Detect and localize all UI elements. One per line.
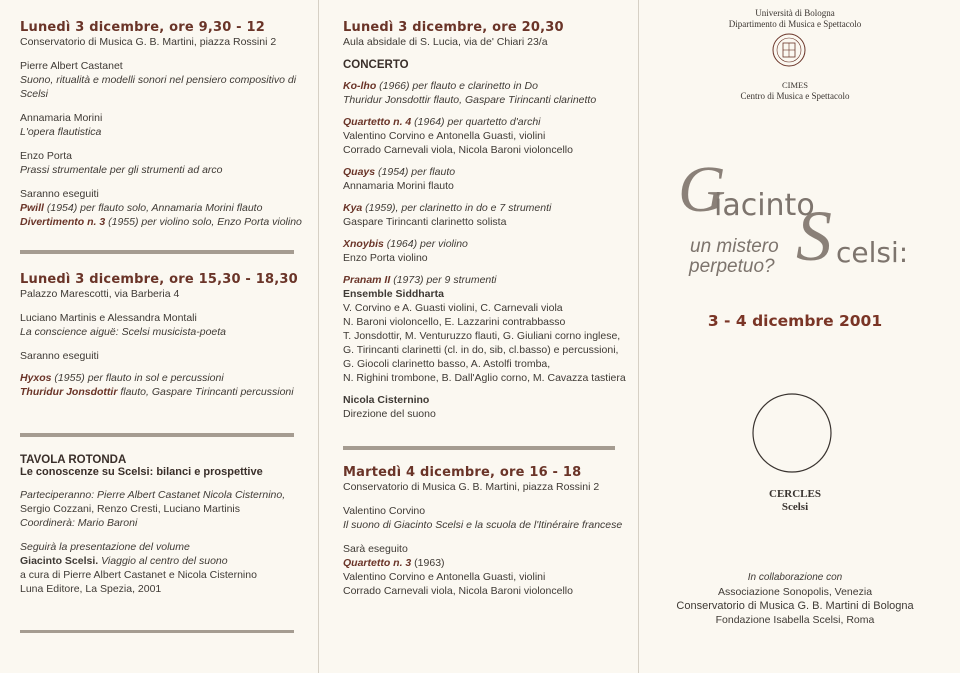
ensemble-member-line: G. Giocoli clarinetto basso, A. Astolfi tromba, xyxy=(343,358,551,370)
cimes-block xyxy=(650,80,940,102)
performance-label: Sarà eseguito xyxy=(343,543,408,555)
session-mon-morning xyxy=(20,20,302,229)
event-dates: 3 - 4 dicembre 2001 xyxy=(707,312,883,330)
work-title: Divertimento n. 3 xyxy=(20,216,106,228)
speaker-title: Prassi strumentale per gli strumenti ad arco xyxy=(20,164,223,176)
ensemble-member-line: V. Corvino e A. Guasti violini, C. Carnevali viola xyxy=(343,302,563,314)
work-details: (1955) per flauto in sol e percussioni xyxy=(51,372,224,384)
work-title: Pranam II xyxy=(343,274,391,286)
collab-partner: Conservatorio di Musica G. B. Martini di Bologna xyxy=(676,600,914,612)
round-table-title: TAVOLA ROTONDA xyxy=(20,454,127,466)
section-divider xyxy=(20,630,294,633)
panel-middle xyxy=(343,0,625,673)
section-divider xyxy=(20,250,294,254)
session-heading: Lunedì 3 dicembre, ore 20,30 xyxy=(343,20,564,35)
university-seal-icon xyxy=(771,32,807,68)
work-details: flauto, Gaspare Tirincanti percussioni xyxy=(117,386,294,398)
session-heading: Martedì 4 dicembre, ore 16 - 18 xyxy=(343,465,582,480)
book-editors: a cura di Pierre Albert Castanet e Nicola Cisternino xyxy=(20,569,257,581)
ensemble-member-line: G. Tirincanti clarinetti (cl. in do, sib, cl.basso) e percussioni, xyxy=(343,344,619,356)
performers: Valentino Corvino e Antonella Guasti, violini xyxy=(343,130,546,142)
panel-cover xyxy=(650,0,940,673)
work-line xyxy=(20,201,302,215)
cimes-acronym: CIMES xyxy=(782,80,808,90)
speaker-name: Enzo Porta xyxy=(20,150,72,162)
cercles-title: CERCLES xyxy=(769,488,821,500)
section-divider xyxy=(343,446,615,450)
university-name: Università di Bologna xyxy=(755,8,835,18)
session-mon-evening xyxy=(343,20,625,421)
performances-label: Saranno eseguiti xyxy=(20,188,99,200)
session-place: Palazzo Marescotti, via Barberia 4 xyxy=(20,288,180,300)
session-heading: Lunedì 3 dicembre, ore 9,30 - 12 xyxy=(20,20,265,35)
fold-line-right xyxy=(638,0,639,673)
work-line xyxy=(343,556,625,570)
concerto-title: CONCERTO xyxy=(343,59,409,71)
cimes-name: Centro di Musica e Spettacolo xyxy=(740,91,850,101)
performers: Enzo Porta violino xyxy=(343,252,428,264)
book-intro: Seguirà la presentazione del volume xyxy=(20,541,190,553)
speaker-names: Luciano Martinis e Alessandra Montali xyxy=(20,312,197,324)
program-line xyxy=(343,115,625,129)
work-title: Ko-lho xyxy=(343,80,377,92)
title-initial-s: S xyxy=(796,196,832,276)
title-initial-g: G xyxy=(678,153,726,226)
program-line xyxy=(343,79,625,93)
collab-partner: Fondazione Isabella Scelsi, Roma xyxy=(715,614,875,626)
work-line xyxy=(20,385,302,399)
session-place: Conservatorio di Musica G. B. Martini, piazza Rossini 2 xyxy=(20,36,277,48)
concert-program xyxy=(343,79,625,287)
participants: Parteciperanno: Pierre Albert Castanet Nicola Cisternino, xyxy=(20,489,286,501)
work-line xyxy=(20,215,302,229)
performers: Valentino Corvino e Antonella Guasti, violini xyxy=(343,571,546,583)
work-title: Kya xyxy=(343,202,363,214)
cercles-subtitle: Scelsi xyxy=(781,501,809,513)
session-heading: Lunedì 3 dicembre, ore 15,30 - 18,30 xyxy=(20,272,298,287)
speaker-title-cont: Scelsi xyxy=(20,88,49,100)
director-name: Nicola Cisternino xyxy=(343,394,430,406)
speaker-name: Valentino Corvino xyxy=(343,505,426,517)
section-divider xyxy=(20,433,294,437)
program-line xyxy=(343,215,625,229)
ensemble-member-line: N. Baroni violoncello, E. Lazzarini contrabbasso xyxy=(343,316,566,328)
panel-left xyxy=(20,0,302,673)
ensemble-name: Ensemble Siddharta xyxy=(343,288,444,300)
program-line xyxy=(343,273,625,287)
cercles-block xyxy=(650,488,940,514)
speaker-name: Pierre Albert Castanet xyxy=(20,60,123,72)
work-details: (1963) xyxy=(411,557,445,569)
circle-logo-icon xyxy=(751,392,833,474)
book-title-line xyxy=(20,554,302,568)
speaker-title: L'opera flautistica xyxy=(20,126,102,138)
performer-name: Thuridur Jonsdottir xyxy=(20,386,118,398)
session-mon-afternoon xyxy=(20,272,302,399)
book-title: Giacinto Scelsi. xyxy=(20,555,99,567)
program-line xyxy=(343,237,625,251)
book-publisher: Luna Editore, La Spezia, 2001 xyxy=(20,583,162,595)
participants-cont: Sergio Cozzani, Renzo Cresti, Luciano Martinis xyxy=(20,503,241,515)
work-title: Hyxos xyxy=(20,372,52,384)
ensemble-member-line: N. Righini trombone, B. Dall'Aglio corno, M. Cavazza tastiera xyxy=(343,372,626,384)
program-line xyxy=(343,143,625,157)
work-details: (1973) per 9 strumenti xyxy=(390,274,497,286)
book-subtitle: Viaggio al centro del suono xyxy=(98,555,228,567)
work-line xyxy=(20,371,302,385)
ensemble-members xyxy=(343,301,625,385)
performers: Gaspare Tirincanti clarinetto solista xyxy=(343,216,507,228)
work-details: (1964) per violino xyxy=(383,238,468,250)
program-line xyxy=(343,93,625,107)
subtitle-line2: perpetuo? xyxy=(689,256,775,277)
program-line xyxy=(343,251,625,265)
work-title: Quartetto n. 3 xyxy=(343,557,412,569)
coordinator: Coordinerà: Mario Baroni xyxy=(20,517,138,529)
work-details: (1966) per flauto e clarinetto in Do xyxy=(376,80,538,92)
university-block xyxy=(650,8,940,30)
subtitle-line1: un mistero xyxy=(690,236,779,257)
work-title: Quays xyxy=(343,166,376,178)
work-title: Quartetto n. 4 xyxy=(343,116,412,128)
director-role: Direzione del suono xyxy=(343,408,436,420)
fold-line-left xyxy=(318,0,319,673)
work-details: (1959), per clarinetto in do e 7 strumenti xyxy=(362,202,552,214)
program-line xyxy=(343,179,625,193)
performers-cont: Corrado Carnevali viola, Nicola Baroni violoncello xyxy=(343,585,573,597)
speaker-title: Il suono di Giacinto Scelsi e la scuola de l'Itinéraire francese xyxy=(343,519,623,531)
collab-label: In collaborazione con xyxy=(747,572,843,583)
work-details: (1954) per flauto xyxy=(375,166,456,178)
title-given-name: iacinto xyxy=(714,188,815,223)
main-title xyxy=(650,150,940,290)
work-title: Xnoybis xyxy=(343,238,384,250)
performers: Annamaria Morini flauto xyxy=(343,180,454,192)
speaker-name: Annamaria Morini xyxy=(20,112,103,124)
collaborations xyxy=(650,571,940,627)
performers: Thuridur Jonsdottir flauto, Gaspare Tirincanti clarinetto xyxy=(343,94,597,106)
work-details: (1954) per flauto solo, Annamaria Morini flauto xyxy=(43,202,263,214)
work-details: (1955) per violino solo, Enzo Porta violino xyxy=(105,216,302,228)
ensemble-member-line: T. Jonsdottir, M. Venturuzzo flauti, G. Giuliani corno inglese, xyxy=(343,330,621,342)
performances-label: Saranno eseguiti xyxy=(20,350,99,362)
department-name: Dipartimento di Musica e Spettacolo xyxy=(728,19,862,29)
program-line xyxy=(343,201,625,215)
session-place: Aula absidale di S. Lucia, via de' Chiari 23/a xyxy=(343,36,548,48)
work-details: (1964) per quartetto d'archi xyxy=(411,116,541,128)
round-table xyxy=(20,454,302,596)
round-table-subtitle: Le conoscenze su Scelsi: bilanci e prospettive xyxy=(20,466,263,478)
title-surname: celsi: xyxy=(836,236,909,269)
session-tue xyxy=(343,465,625,598)
session-place: Conservatorio di Musica G. B. Martini, piazza Rossini 2 xyxy=(343,481,600,493)
program-line xyxy=(343,165,625,179)
speaker-title: Suono, ritualità e modelli sonori nel pensiero compositivo di xyxy=(20,74,297,86)
program-line xyxy=(343,129,625,143)
speaker-title: La conscience aiguë: Scelsi musicista-poeta xyxy=(20,326,227,338)
work-title: Pwill xyxy=(20,202,44,214)
performers: Corrado Carnevali viola, Nicola Baroni violoncello xyxy=(343,144,573,156)
collab-partner: Associazione Sonopolis, Venezia xyxy=(717,586,873,598)
